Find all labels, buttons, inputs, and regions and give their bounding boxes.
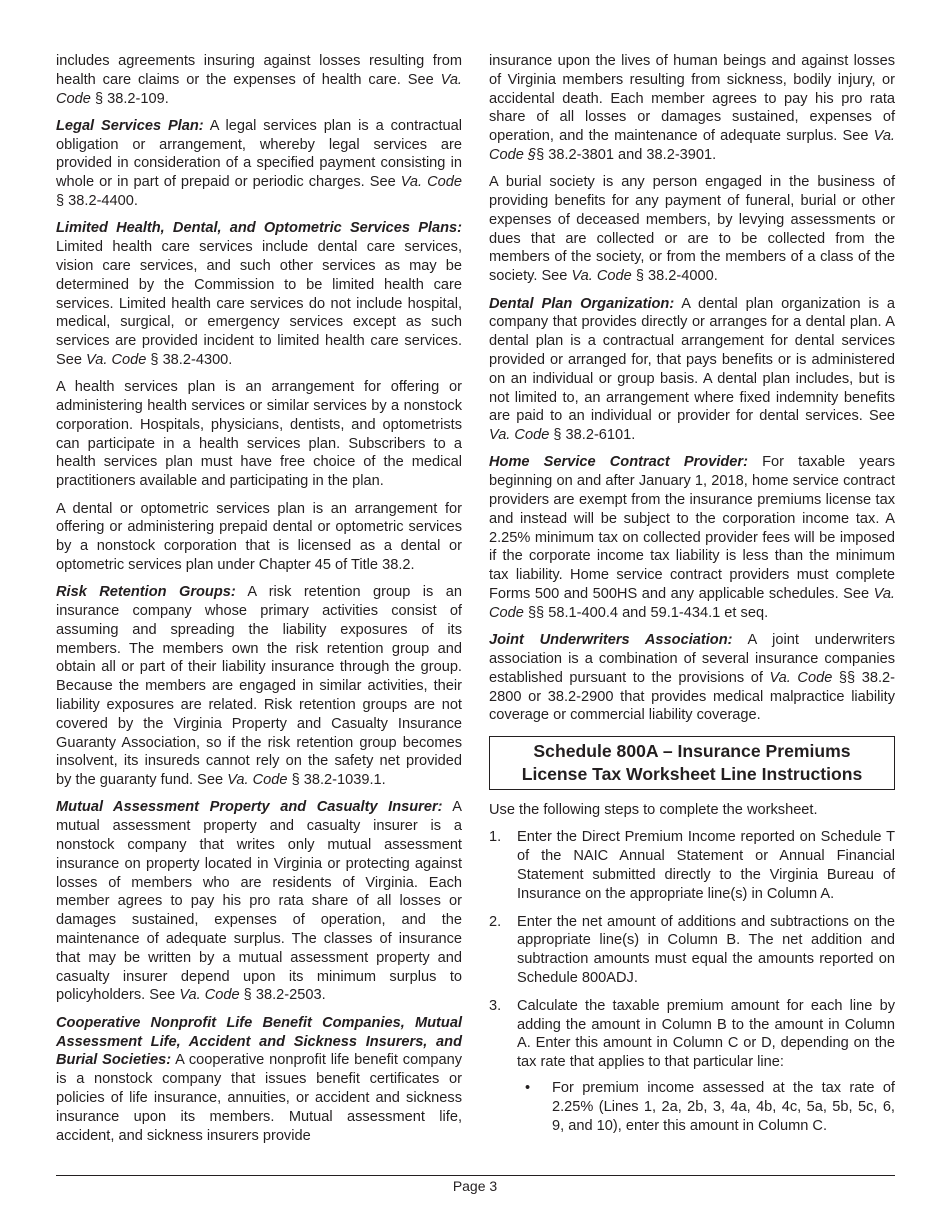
section-heading-line: Schedule 800A – Insurance Premiums xyxy=(533,741,851,762)
code-citation-italic: Va. Code xyxy=(571,268,632,285)
code-citation-italic: Va. Code xyxy=(769,669,833,686)
code-citation: § 38.2-109. xyxy=(90,90,169,107)
footer-divider xyxy=(56,1175,895,1176)
step-number: 1. xyxy=(489,829,502,846)
paragraph-limited-health-plans xyxy=(56,219,462,369)
paragraph-text: insurance upon the lives of human beings and against losses of Virginia members resulting from sickness, bodily injury, or accidental death. Each member agrees to pay his pro rata share of all losses or damages sustained, expenses of operation, and the maintenance of adequate surplus. See xyxy=(489,53,895,145)
term-heading: Dental Plan Organization: xyxy=(489,295,675,312)
left-column xyxy=(56,52,462,1154)
step-number: 2. xyxy=(489,913,502,930)
code-citation-italic: Va. Code § xyxy=(489,128,895,163)
paragraph-cooperative-continued xyxy=(489,52,895,165)
code-citation: § 38.2-4300. xyxy=(146,351,233,368)
paragraph-legal-services-plan xyxy=(56,117,462,211)
paragraph-dental-optometric-plan: A dental or optometric services plan is an arrangement for offering or administering prepaid dental or optometric services by a nonstock corporation that is licensed as a dental or optometric services plan under Chapter 45 of Title 38.2. xyxy=(56,500,462,573)
paragraph-text: A risk retention group is an insurance company whose primary activities consist of assuming and spreading the liability exposures of its members. The members own the risk retention group and obtain all or part of their liability insurance through the group. Because the members are engaged in similar activities, their liability exposures are related. Risk retention groups are not covered by the Virginia Property and Casualty Insurance Guaranty Association, so if the risk retention group becomes insolvent, its insureds cannot rely on the safety net provided by the guaranty fund. See xyxy=(56,584,462,789)
step-number: 3. xyxy=(489,997,502,1014)
code-citation-italic: Va. Code xyxy=(86,351,147,368)
step-3-bullets xyxy=(517,1079,895,1135)
term-heading: Legal Services Plan: xyxy=(56,117,204,134)
code-citation: § 38.2-1039.1. xyxy=(287,772,386,789)
paragraph-intro xyxy=(56,52,462,108)
code-citation: § 38.2-2503. xyxy=(239,987,326,1004)
paragraph-risk-retention-groups xyxy=(56,583,462,790)
code-citation: § 38.2-4400. xyxy=(56,193,138,210)
code-citation-italic: Va. Code xyxy=(227,772,288,789)
paragraph-mutual-assessment-insurer xyxy=(56,798,462,1005)
paragraph-home-service-contract xyxy=(489,453,895,622)
code-citation: § 38.2-3801 and 38.2-3901. xyxy=(536,146,717,163)
paragraph-text: A burial society is any person engaged in the business of providing benefits for any payment of funeral, burial or other expenses of deceased members, by levying assessments or dues that are collected or are to be collected from the members of the society, or from the members of a class of the society. See xyxy=(489,174,895,285)
paragraph-dental-plan-organization xyxy=(489,295,895,445)
list-item xyxy=(489,913,895,988)
bullet-icon: • xyxy=(525,1079,531,1096)
step-text: Enter the net amount of additions and subtractions on the appropriate line(s) in Column B. The net addition and subtraction amounts must equal the amounts reported on Schedule 800ADJ. xyxy=(517,913,895,986)
paragraph-burial-society xyxy=(489,173,895,286)
paragraph-text: A legal services plan is a contractual obligation or arrangement, whereby legal services are provided in consideration of a specified payment consisting in whole or in part of prepaid or periodic charges. See xyxy=(56,117,463,191)
step-text: Enter the Direct Premium Income reported on Schedule T of the NAIC Annual Statement or Annual Financial Statement submitted directly to the Virginia Bureau of Insurance on the appropriate line(s) in Column A. xyxy=(517,829,895,902)
paragraph-health-services-plan: A health services plan is an arrangement for offering or administering health services or similar services by a nonstock corporation. Hospitals, physicians, dentists, and optometrists can participate in a health services plan. Subscribers to a health services plan must have free choice of the medical practitioners available and participating in the plan. xyxy=(56,379,462,490)
paragraph-steps-intro: Use the following steps to complete the worksheet. xyxy=(489,802,818,819)
paragraph-text: For taxable years beginning on and after January 1, 2018, home service contract providers are exempt from the insurance premiums license tax and instead will be subject to the corporation income tax. A 2.25% minimum tax on collected provider fees will be imposed if the corporate income tax liability is less than the minimum tax liability. Home service contract providers must complete Forms 500 and 500HS and any applicable schedules. See xyxy=(489,454,895,603)
list-item xyxy=(525,1079,895,1135)
term-heading: Risk Retention Groups: xyxy=(56,584,236,601)
paragraph-text: A dental plan organization is a company that provides directly or arranges for a dental plan. A dental plan is a contractual arrangement for dental services provided or arranged for, that pays benefits or is administered on an individual or group basis. A dental plan includes, but is not limited to, an arrangement where fixed indemnity benefits are paid to an individual or provider for dental services. See xyxy=(489,295,895,425)
term-heading: Cooperative Nonprofit Life Benefit Companies, Mutual Assessment Life, Accident and Sickness Insurers, and Burial Societies: xyxy=(56,1014,462,1069)
paragraph-joint-underwriters xyxy=(489,631,895,725)
right-column xyxy=(489,52,895,1144)
paragraph-text: Limited health care services include dental care services, vision care services, and such other services as may be determined by the Commission to be limited health care services. Limited health care services do not include hospital, medical, surgical, or emergency services except as such services are provided incident to limited health care services. See xyxy=(56,239,462,368)
section-heading-line: License Tax Worksheet Line Instructions xyxy=(521,764,863,785)
term-heading: Home Service Contract Provider: xyxy=(489,454,748,471)
list-item xyxy=(489,997,895,1136)
step-text: Calculate the taxable premium amount for each line by adding the amount in Column B to the amount in Column A. Enter this amount in Column C or D, depending on the tax rate that applies to that particular line: xyxy=(517,997,895,1071)
code-citation-italic: Va. Code xyxy=(179,987,240,1004)
code-citation-italic: Va. Code xyxy=(56,71,462,107)
bullet-text: For premium income assessed at the tax rate of 2.25% (Lines 1, 2a, 2b, 3, 4a, 4b, 4c, 5a, 5b, 5c, 6, 9, and 10), enter this amount in Column C. xyxy=(552,1079,895,1134)
code-citation: §§ 58.1-400.4 and 59.1-434.1 et seq. xyxy=(523,604,769,621)
page-number: Page 3 xyxy=(452,1178,498,1194)
paragraph-text: includes agreements insuring against losses resulting from health care claims or the expenses of health care. See xyxy=(56,53,462,88)
paragraph-text: A joint underwriters association is a combination of several insurance companies established pursuant to the provisions of xyxy=(489,632,896,686)
term-heading: Mutual Assessment Property and Casualty Insurer: xyxy=(56,799,443,816)
code-citation-italic: Va. Code xyxy=(489,427,550,444)
paragraph-cooperative-nonprofit xyxy=(56,1014,462,1146)
code-citation: § 38.2-6101. xyxy=(549,427,636,444)
paragraph-text: A cooperative nonprofit life benefit company is a nonstock company that issues benefit certificates or policies of life insurance, annuities, or accident and sickness insurance upon its members. Mutual assessment life, accident, and sickness insurers provide xyxy=(56,1052,462,1144)
paragraph-text: A mutual assessment property and casualty insurer is a nonstock company that writes only mutual assessment insurance on property located in Virginia or protecting against losses of members who are residents of Virginia. Each member agrees to pay his pro rata share of all losses or damages sustained, expenses of operation, and the maintenance of adequate surplus. The classes of insurance that may be written by a mutual assessment property and casualty insurer depend upon its minimum surplus to policyholders. See xyxy=(56,799,462,1004)
code-citation: §§ 38.2-2800 or 38.2-2900 that provides medical malpractice liability coverage or commercial liability coverage. xyxy=(489,669,895,724)
list-item xyxy=(489,828,895,903)
term-heading: Joint Underwriters Association: xyxy=(489,632,733,649)
instruction-steps-list xyxy=(489,828,895,1135)
schedule-800a-heading-box xyxy=(489,736,895,790)
code-citation-italic: Va. Code xyxy=(400,174,462,191)
code-citation: § 38.2-4000. xyxy=(631,268,718,285)
code-citation-italic: Va. Code xyxy=(489,586,895,621)
term-heading: Limited Health, Dental, and Optometric Services Plans: xyxy=(56,220,462,237)
